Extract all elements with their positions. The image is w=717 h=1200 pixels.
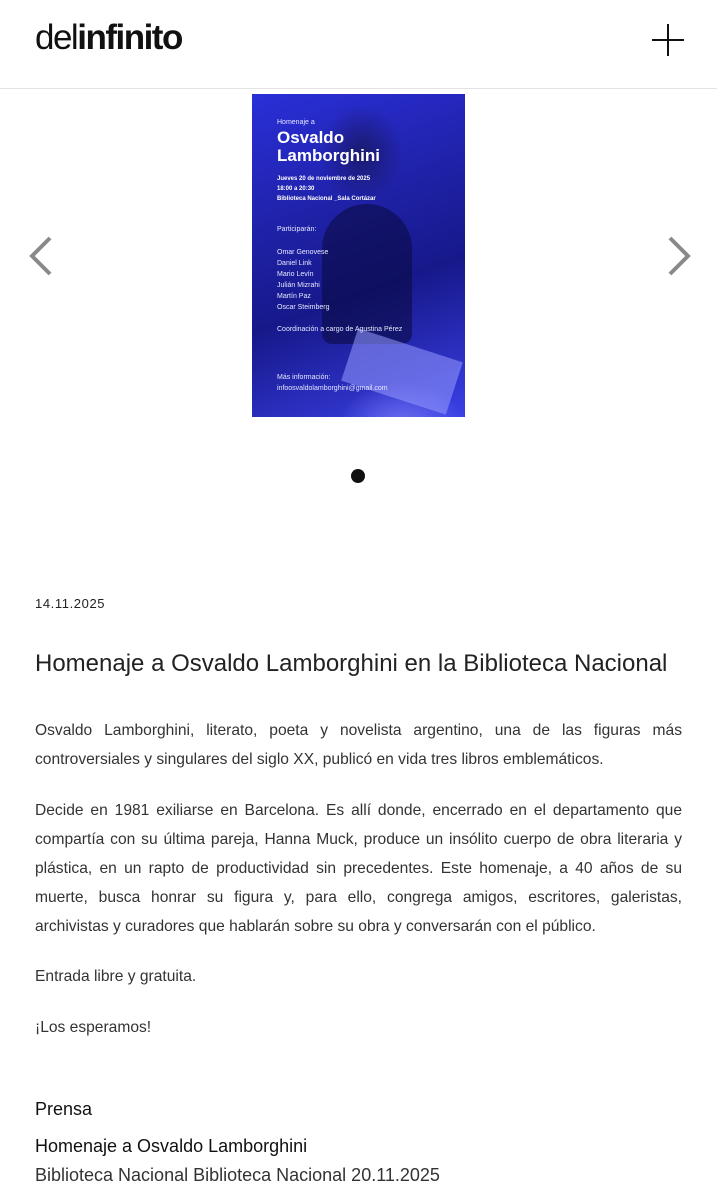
article-paragraph: ¡Los esperamos! bbox=[35, 1019, 152, 1036]
press-heading: Prensa bbox=[35, 1099, 93, 1119]
poster-participant: Omar Genovese bbox=[277, 249, 329, 256]
poster-participant: Julián Mizrahi bbox=[277, 282, 320, 289]
article-title: Homenaje a Osvaldo Lamborghini en la Biblioteca Nacional bbox=[35, 650, 668, 677]
article-paragraph: Osvaldo Lamborghini, literato, poeta y novelista argentino, una de las figuras más controversiales y singulares del siglo XX, publicó en vida tres libros emblemáticos. bbox=[35, 722, 682, 768]
poster-participants-label: Participarán: bbox=[277, 226, 317, 233]
logo-text-infinito: infinito bbox=[77, 18, 182, 57]
article-date: 14.11.2025 bbox=[35, 596, 106, 611]
site-logo[interactable] bbox=[35, 18, 182, 58]
poster-time: 18:00 a 20:30 bbox=[277, 186, 315, 192]
poster-figure bbox=[322, 204, 412, 344]
poster-kicker: Homenaje a bbox=[277, 119, 315, 126]
chevron-left-icon[interactable] bbox=[24, 232, 64, 280]
poster-email: infoosvaldolamborghini@gmail.com bbox=[277, 385, 388, 392]
poster-participant: Daniel Link bbox=[277, 260, 312, 267]
chevron-right-icon[interactable] bbox=[656, 232, 696, 280]
logo-text-del: del bbox=[35, 18, 78, 57]
carousel-dot-active[interactable] bbox=[351, 469, 365, 483]
article-paragraph: Entrada libre y gratuita. bbox=[35, 968, 197, 985]
press-item-source: Biblioteca Nacional Biblioteca Nacional 20.11.2025 bbox=[35, 1165, 440, 1185]
site-header bbox=[0, 0, 717, 89]
poster-date: Jueves 20 de noviembre de 2025 bbox=[277, 176, 371, 182]
event-poster[interactable] bbox=[252, 94, 465, 417]
press-item-title[interactable]: Homenaje a Osvaldo Lamborghini bbox=[35, 1136, 308, 1156]
poster-info-label: Más información: bbox=[277, 374, 331, 381]
poster-title-line2: Lamborghini bbox=[277, 146, 380, 165]
plus-menu-icon[interactable] bbox=[652, 24, 684, 56]
article-paragraph: Decide en 1981 exiliarse en Barcelona. Es allí donde, encerrado en el departamento que compartía con su última pareja, Hanna Muck, produce un insólito cuerpo de obra literaria y plástica, en un rapto de productividad sin precedentes. Este homenaje, a 40 años de su muerte, busca honrar su figura y, para ello, congrega amigos, escritores, galeristas, archivistas y curadores que hablarán sobre su obra y conversarán con el público. bbox=[35, 802, 682, 935]
poster-coordination: Coordinación a cargo de Agustina Pérez bbox=[277, 326, 403, 333]
poster-participant: Oscar Steimberg bbox=[277, 304, 330, 311]
poster-place: Biblioteca Nacional _Sala Cortázar bbox=[277, 196, 376, 202]
poster-participant: Mario Levín bbox=[277, 271, 314, 278]
poster-title-line1: Osvaldo bbox=[277, 128, 345, 147]
poster-participant: Martín Paz bbox=[277, 293, 311, 300]
